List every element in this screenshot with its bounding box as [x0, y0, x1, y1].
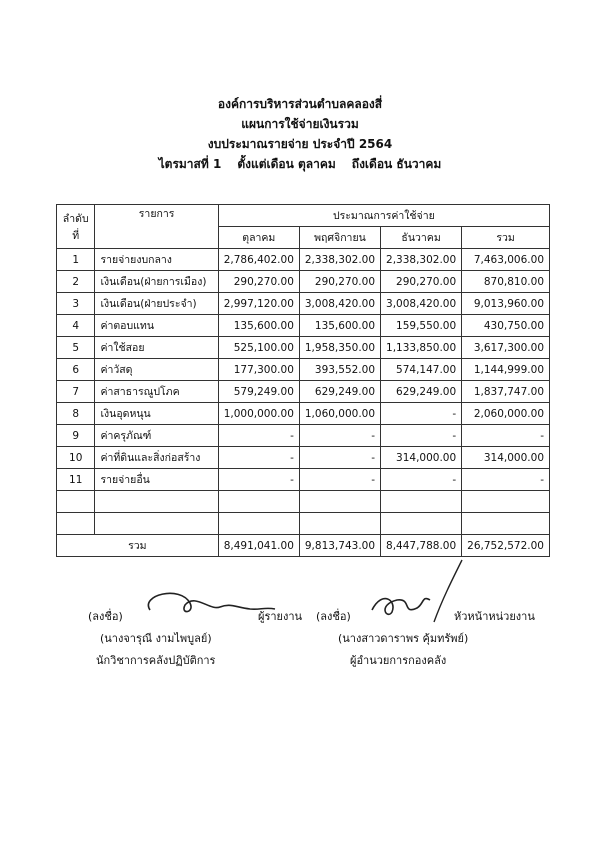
row-no: 9 — [57, 425, 95, 447]
row-item: รายจ่ายงบกลาง — [95, 249, 218, 271]
col-item-header: รายการ — [95, 205, 218, 249]
row-dec: - — [381, 403, 462, 425]
row-total: 870,810.00 — [462, 271, 550, 293]
blank-cell — [299, 513, 380, 535]
grand-total-oct: 8,491,041.00 — [218, 535, 299, 557]
month-header: ตุลาคม — [218, 227, 299, 249]
col-no-label: ลำดับ — [62, 212, 89, 225]
col-no-header — [57, 205, 95, 249]
row-dec: 159,550.00 — [381, 315, 462, 337]
row-total: - — [462, 469, 550, 491]
plan-title: แผนการใช้จ่ายเงินรวม — [241, 117, 359, 131]
expense-plan-table — [56, 204, 550, 557]
row-dec: 314,000.00 — [381, 447, 462, 469]
col-estimate-header: ประมาณการค่าใช้จ่าย — [218, 205, 549, 227]
table-row — [57, 381, 550, 403]
signature-right-scribble — [362, 560, 472, 630]
sig-right-position: ผู้อำนวยการกองคลัง — [350, 654, 447, 667]
table-row — [57, 447, 550, 469]
row-no: 11 — [57, 469, 95, 491]
row-no: 1 — [57, 249, 95, 271]
table-row — [57, 359, 550, 381]
row-total: 3,617,300.00 — [462, 337, 550, 359]
row-nov: 2,338,302.00 — [299, 249, 380, 271]
table-row — [57, 425, 550, 447]
month-header: ธันวาคม — [381, 227, 462, 249]
row-dec: - — [381, 469, 462, 491]
row-nov: 1,958,350.00 — [299, 337, 380, 359]
row-oct: 579,249.00 — [218, 381, 299, 403]
row-no: 4 — [57, 315, 95, 337]
blank-cell — [462, 513, 550, 535]
table-row — [57, 293, 550, 315]
row-oct: 2,786,402.00 — [218, 249, 299, 271]
row-total: 314,000.00 — [462, 447, 550, 469]
org-name: องค์การบริหารส่วนตำบลคลองสี่ — [217, 97, 383, 111]
sig-left-prefix: (ลงชื่อ) — [88, 610, 123, 623]
row-dec: 3,008,420.00 — [381, 293, 462, 315]
blank-cell — [95, 513, 218, 535]
blank-row — [57, 513, 550, 535]
row-item: ค่าตอบแทน — [95, 315, 218, 337]
grand-total-nov: 9,813,743.00 — [299, 535, 380, 557]
row-no: 6 — [57, 359, 95, 381]
row-item: ค่าใช้สอย — [95, 337, 218, 359]
row-nov: 629,249.00 — [299, 381, 380, 403]
row-oct: - — [218, 469, 299, 491]
row-dec: 629,249.00 — [381, 381, 462, 403]
row-oct: - — [218, 425, 299, 447]
period-to: ถึงเดือน ธันวาคม — [351, 157, 442, 171]
total-header: รวม — [462, 227, 550, 249]
period-from: ตั้งแต่เดือน ตุลาคม — [237, 157, 336, 171]
sig-right-name: (นางสาวดาราพร คุ้มทรัพย์) — [338, 632, 469, 645]
blank-cell — [218, 513, 299, 535]
row-nov: 290,270.00 — [299, 271, 380, 293]
row-nov: 393,552.00 — [299, 359, 380, 381]
row-item: เงินอุดหนุน — [95, 403, 218, 425]
blank-cell — [462, 491, 550, 513]
sig-left-position: นักวิชาการคลังปฏิบัติการ — [96, 654, 216, 667]
blank-cell — [57, 491, 95, 513]
row-item: ค่าครุภัณฑ์ — [95, 425, 218, 447]
row-item: รายจ่ายอื่น — [95, 469, 218, 491]
row-oct: 2,997,120.00 — [218, 293, 299, 315]
row-oct: 290,270.00 — [218, 271, 299, 293]
blank-cell — [57, 513, 95, 535]
row-no: 3 — [57, 293, 95, 315]
row-dec: 290,270.00 — [381, 271, 462, 293]
row-no: 10 — [57, 447, 95, 469]
row-nov: 1,060,000.00 — [299, 403, 380, 425]
blank-cell — [381, 491, 462, 513]
row-dec: 574,147.00 — [381, 359, 462, 381]
blank-row — [57, 491, 550, 513]
row-total: - — [462, 425, 550, 447]
grand-total-dec: 8,447,788.00 — [381, 535, 462, 557]
blank-cell — [218, 491, 299, 513]
table-row — [57, 249, 550, 271]
row-item: เงินเดือน(ฝ่ายประจำ) — [95, 293, 218, 315]
row-dec: 1,133,850.00 — [381, 337, 462, 359]
table-row — [57, 403, 550, 425]
row-nov: - — [299, 469, 380, 491]
row-oct: 1,000,000.00 — [218, 403, 299, 425]
row-total: 7,463,006.00 — [462, 249, 550, 271]
table-row — [57, 469, 550, 491]
row-item: เงินเดือน(ฝ่ายการเมือง) — [95, 271, 218, 293]
row-oct: 177,300.00 — [218, 359, 299, 381]
col-no-label-2: ที่ — [72, 229, 80, 242]
row-oct: - — [218, 447, 299, 469]
row-item: ค่าที่ดินและสิ่งก่อสร้าง — [95, 447, 218, 469]
row-oct: 525,100.00 — [218, 337, 299, 359]
blank-cell — [299, 491, 380, 513]
row-nov: 3,008,420.00 — [299, 293, 380, 315]
row-total: 9,013,960.00 — [462, 293, 550, 315]
signature-left-scribble — [140, 585, 280, 625]
row-item: ค่าสาธารณูปโภค — [95, 381, 218, 403]
row-dec: - — [381, 425, 462, 447]
row-total: 2,060,000.00 — [462, 403, 550, 425]
quarter-line — [0, 154, 600, 174]
row-total: 1,837,747.00 — [462, 381, 550, 403]
month-header: พฤศจิกายน — [299, 227, 380, 249]
row-no: 8 — [57, 403, 95, 425]
row-oct: 135,600.00 — [218, 315, 299, 337]
blank-cell — [95, 491, 218, 513]
sig-left-name: (นางจารุณี งามไพบูลย์) — [100, 632, 212, 645]
grand-total-label: รวม — [57, 535, 219, 557]
row-total: 430,750.00 — [462, 315, 550, 337]
grand-total-sum: 26,752,572.00 — [462, 535, 550, 557]
table-row — [57, 337, 550, 359]
row-no: 7 — [57, 381, 95, 403]
row-total: 1,144,999.00 — [462, 359, 550, 381]
row-no: 2 — [57, 271, 95, 293]
table-row — [57, 315, 550, 337]
sig-left-role: ผู้รายงาน — [258, 610, 303, 623]
quarter-label: ไตรมาสที่ 1 — [158, 157, 222, 171]
sig-right-role: หัวหน้าหน่วยงาน — [454, 610, 535, 623]
row-no: 5 — [57, 337, 95, 359]
sig-right-prefix: (ลงชื่อ) — [316, 610, 351, 623]
table-row — [57, 271, 550, 293]
blank-cell — [381, 513, 462, 535]
row-dec: 2,338,302.00 — [381, 249, 462, 271]
row-item: ค่าวัสดุ — [95, 359, 218, 381]
row-nov: - — [299, 425, 380, 447]
budget-year: งบประมาณรายจ่าย ประจำปี 2564 — [207, 137, 393, 151]
row-nov: 135,600.00 — [299, 315, 380, 337]
row-nov: - — [299, 447, 380, 469]
document-header — [0, 94, 600, 174]
